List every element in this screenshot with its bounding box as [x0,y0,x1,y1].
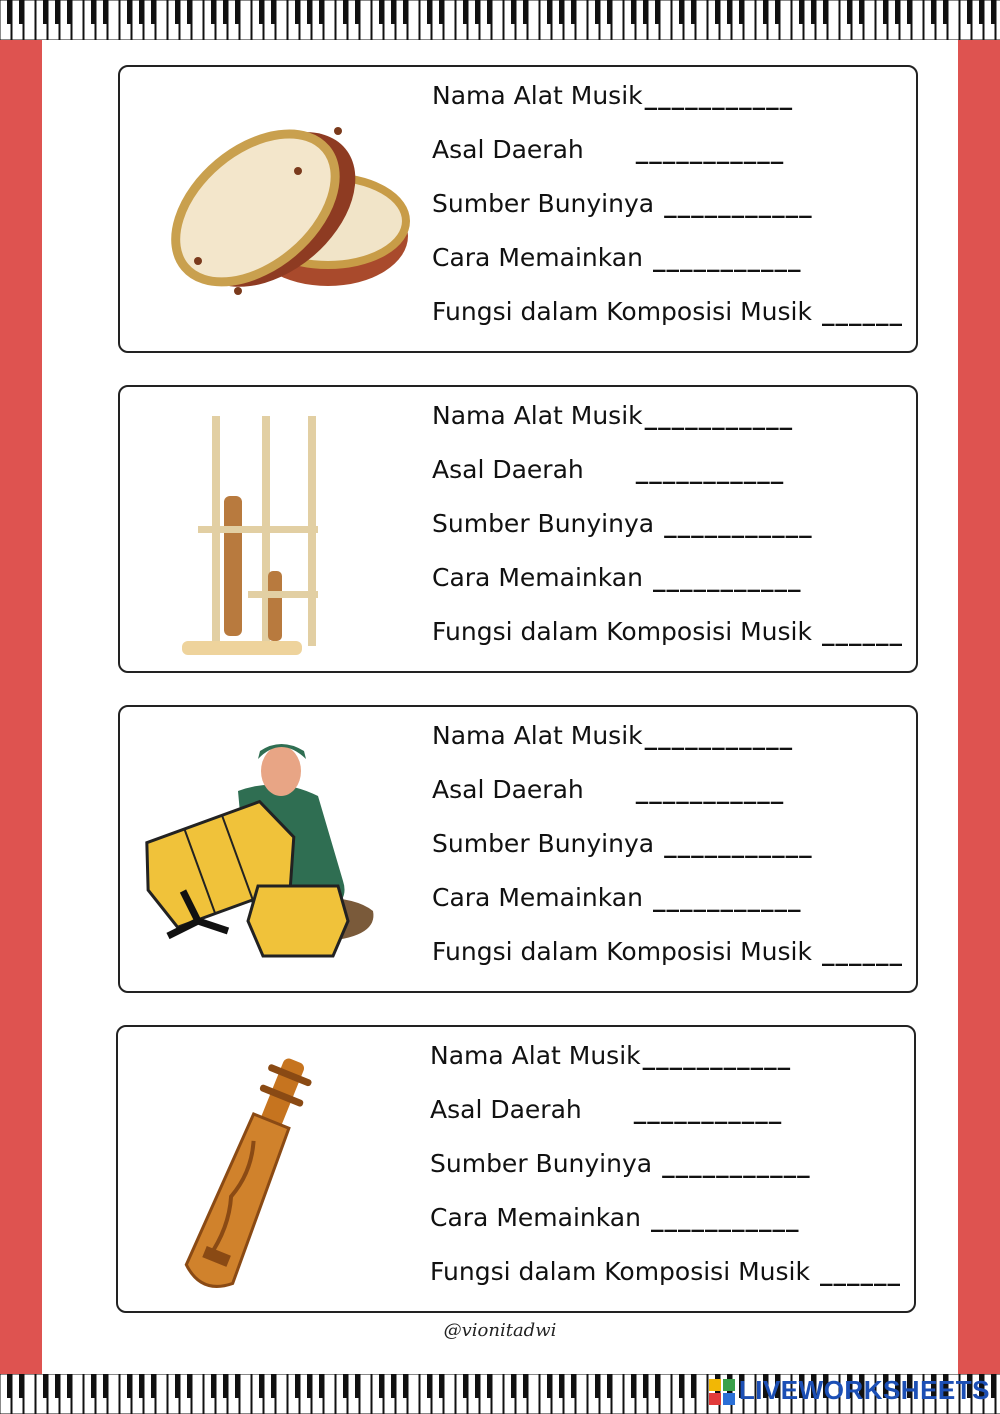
field-sumber-bunyinya[interactable]: Sumber Bunyinya ___________ [432,509,813,538]
instrument-card-2 [118,385,918,673]
angklung-icon [138,401,428,661]
field-asal-daerah[interactable]: Asal Daerah ___________ [432,455,785,484]
left-red-border [0,0,42,1414]
field-sumber-bunyinya[interactable]: Sumber Bunyinya ___________ [432,189,813,218]
field-asal-daerah[interactable]: Asal Daerah ___________ [432,135,785,164]
instrument-card-3 [118,705,918,993]
piano-keys-top-decoration [0,0,1000,40]
field-cara-memainkan[interactable]: Cara Memainkan ___________ [432,243,802,272]
instrument-card-4 [116,1025,916,1313]
author-credit: @vionitadwi [443,1320,557,1341]
instrument-card-1 [118,65,918,353]
field-nama-alat-musik[interactable]: Nama Alat Musik ___________ [432,721,794,750]
right-red-border [958,0,1000,1414]
field-fungsi-komposisi[interactable]: Fungsi dalam Komposisi Musik ______ [432,937,903,966]
fields-list-2 [432,401,912,671]
field-fungsi-komposisi[interactable]: Fungsi dalam Komposisi Musik ______ [430,1257,901,1286]
field-sumber-bunyinya[interactable]: Sumber Bunyinya ___________ [430,1149,811,1178]
fields-list-1 [432,81,912,351]
field-nama-alat-musik[interactable]: Nama Alat Musik ___________ [432,81,794,110]
gendang-player-icon [138,721,428,981]
rebana-drum-icon [138,81,428,341]
field-cara-memainkan[interactable]: Cara Memainkan ___________ [430,1203,800,1232]
field-fungsi-komposisi[interactable]: Fungsi dalam Komposisi Musik ______ [432,297,903,326]
liveworksheets-logo-icon [709,1379,735,1405]
fields-list-3 [432,721,912,991]
liveworksheets-watermark [709,1375,990,1406]
field-fungsi-komposisi[interactable]: Fungsi dalam Komposisi Musik ______ [432,617,903,646]
field-cara-memainkan[interactable]: Cara Memainkan ___________ [432,883,802,912]
fields-list-4 [430,1041,910,1311]
sape-lute-icon [136,1041,426,1301]
field-cara-memainkan[interactable]: Cara Memainkan ___________ [432,563,802,592]
field-asal-daerah[interactable]: Asal Daerah ___________ [432,775,785,804]
field-nama-alat-musik[interactable]: Nama Alat Musik ___________ [432,401,794,430]
field-sumber-bunyinya[interactable]: Sumber Bunyinya ___________ [432,829,813,858]
field-nama-alat-musik[interactable]: Nama Alat Musik ___________ [430,1041,792,1070]
brand-text: LIVEWORKSHEETS [738,1375,990,1405]
field-asal-daerah[interactable]: Asal Daerah ___________ [430,1095,783,1124]
